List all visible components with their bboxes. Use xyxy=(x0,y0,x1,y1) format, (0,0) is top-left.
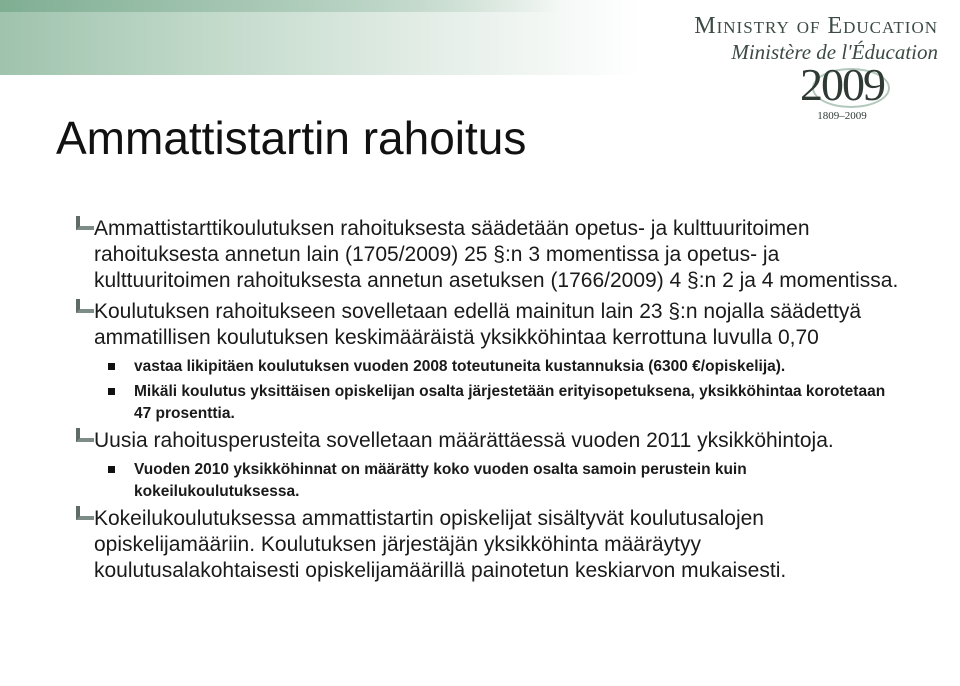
bullet-text: Vuoden 2010 yksikköhinnat on määrätty koko vuoden osalta samoin perustein kuin kokeilukoulutuksessa. xyxy=(134,461,747,500)
slide-content xyxy=(72,216,902,589)
header-banner-stripe xyxy=(0,0,560,12)
bullet-marker-icon xyxy=(72,297,96,319)
bullet-level1 xyxy=(72,216,902,294)
square-bullet-icon xyxy=(108,466,115,473)
bullet-level2 xyxy=(72,356,902,378)
bullet-level1 xyxy=(72,428,902,454)
anniversary-emblem xyxy=(782,60,902,122)
square-bullet-icon xyxy=(108,363,115,370)
bullet-level2 xyxy=(72,459,902,503)
bullet-text: Uusia rahoitusperusteita sovelletaan määrättäessä vuoden 2011 yksikköhintoja. xyxy=(94,429,834,452)
bullet-marker-icon xyxy=(72,426,96,448)
logo-english-name: Ministry of Education xyxy=(694,13,938,39)
bullet-level1 xyxy=(72,506,902,584)
bullet-text: vastaa likipitäen koulutuksen vuoden 2008 toteutuneita kustannuksia (6300 €/opiskelija). xyxy=(134,358,786,375)
ministry-logo xyxy=(638,12,938,64)
slide-title: Ammattistartin rahoitus xyxy=(56,112,527,164)
logo-french-name: Ministère de l'Éducation xyxy=(731,40,938,64)
bullet-level2 xyxy=(72,381,902,425)
bullet-text: Kokeilukoulutuksessa ammattistartin opiskelijat sisältyvät koulutusalojen opiskelijamääriin. Koulutuksen järjestäjän yksikköhinta määräytyy koulutusalakohtaisesti opiskelijamäärillä painotetun keskiarvon mukaisesti. xyxy=(94,507,787,582)
bullet-text: Koulutuksen rahoitukseen sovelletaan edellä mainitun lain 23 §:n nojalla säädettyä ammatillisen koulutuksen keskimääräistä yksikköhintaa kerrottuna luvulla 0,70 xyxy=(94,300,862,349)
bullet-marker-icon xyxy=(72,504,96,526)
bullet-text: Ammattistarttikoulutuksen rahoituksesta säädetään opetus- ja kulttuuritoimen rahoituksesta annetun lain (1705/2009) 25 §:n 3 momentissa ja opetus- ja kulttuuritoimen rahoituksesta annetun asetuksen (1766/2009) 4 §:n 2 ja 4 momentissa. xyxy=(94,217,899,292)
bullet-marker-icon xyxy=(72,214,96,236)
emblem-year: 2009 xyxy=(800,59,884,110)
bullet-text: Mikäli koulutus yksittäisen opiskelijan osalta järjestetään erityisopetuksena, yksikköhintaa korotetaan 47 prosenttia. xyxy=(134,383,886,422)
emblem-year-range: 1809–2009 xyxy=(817,110,867,122)
bullet-level1 xyxy=(72,299,902,351)
square-bullet-icon xyxy=(108,388,115,395)
